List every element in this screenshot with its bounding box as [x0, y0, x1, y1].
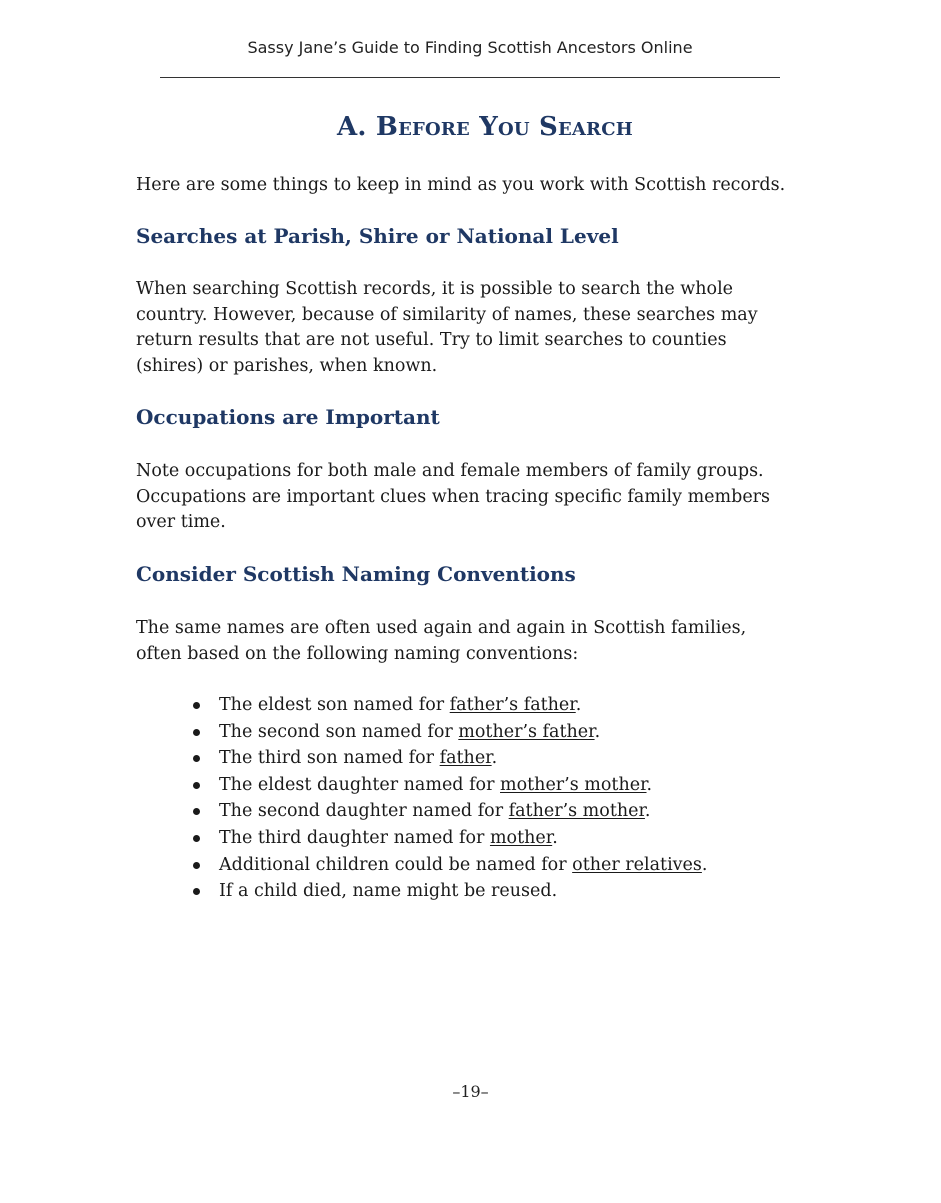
bullet-icon [193, 755, 200, 762]
paragraph-line: Occupations are important clues when tracing specific family members [136, 486, 771, 507]
paragraph-line: return results that are not useful. Try to limit searches to counties [136, 330, 727, 350]
list-item: The eldest son named for father’s father. [190, 692, 707, 719]
underlined-relative: father’s mother [508, 801, 645, 822]
page-number: –19– [452, 1082, 489, 1101]
paragraph-line: Note occupations for both male and female members of family groups. [136, 461, 764, 481]
underlined-relative: mother’s father [458, 721, 595, 742]
bullet-icon [193, 808, 200, 815]
bullet-icon [193, 702, 200, 709]
section-paragraph-search-level [136, 277, 826, 379]
bullet-icon [193, 888, 200, 895]
underlined-relative: father’s father [449, 695, 576, 715]
header-rule [160, 77, 780, 78]
section-paragraph-naming [136, 616, 826, 667]
section-heading-occupations: Occupations are Important [136, 405, 440, 429]
bullet-icon [193, 782, 200, 789]
list-item: The third daughter named for mother. [190, 825, 707, 852]
naming-conventions-list [190, 692, 707, 905]
section-heading-search-level: Searches at Parish, Shire or National Level [136, 224, 619, 248]
underlined-relative: father [439, 748, 492, 769]
paragraph-line: The same names are often used again and again in Scottish families, [136, 618, 747, 638]
underlined-relative: other relatives [572, 854, 702, 875]
list-item: The eldest daughter named for mother’s mother. [190, 772, 707, 799]
paragraph-line: over time. [136, 512, 226, 532]
underlined-relative: mother’s mother [500, 774, 647, 795]
paragraph-line: country. However, because of similarity of names, these searches may [136, 304, 758, 325]
bullet-icon [193, 862, 200, 869]
underlined-relative: mother [489, 827, 553, 848]
running-header: Sassy Jane’s Guide to Finding Scottish Ancestors Online [247, 38, 693, 57]
bullet-icon [193, 835, 200, 842]
list-item: The second daughter named for father’s mother. [190, 798, 707, 825]
bullet-icon [193, 729, 200, 736]
list-item: If a child died, name might be reused. [190, 878, 707, 905]
list-item: The third son named for father. [190, 745, 707, 772]
intro-paragraph: Here are some things to keep in mind as you work with Scottish records. [136, 175, 786, 195]
paragraph-line: (shires) or parishes, when known. [136, 355, 438, 376]
paragraph-line: often based on the following naming conventions: [136, 643, 579, 664]
section-heading-naming: Consider Scottish Naming Conventions [136, 562, 576, 586]
list-item: Additional children could be named for other relatives. [190, 852, 707, 879]
paragraph-line: When searching Scottish records, it is possible to search the whole [136, 279, 734, 299]
section-paragraph-occupations [136, 459, 826, 536]
page-title: A. Before You Search [337, 112, 633, 142]
list-item: The second son named for mother’s father. [190, 719, 707, 746]
